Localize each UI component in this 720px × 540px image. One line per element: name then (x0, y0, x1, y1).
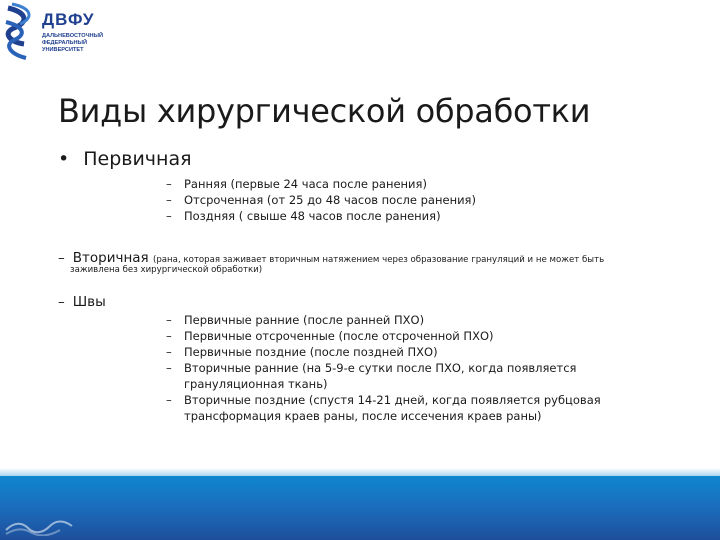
footer-gradient (0, 468, 720, 476)
list-item (166, 328, 614, 344)
sutures-label: Швы (72, 294, 106, 310)
sutures-heading (58, 294, 106, 310)
list-item (166, 312, 614, 328)
primary-label: Первичная (83, 148, 192, 170)
suture-item: Первичные поздние (после поздней ПХО) (184, 345, 438, 359)
secondary-description: (рана, которая заживает вторичным натяжением через образование грануляций и не может быть (152, 255, 605, 265)
list-item (166, 392, 614, 424)
secondary-description-continued: заживлена без хирургической обработки) (70, 265, 263, 275)
primary-subitems (166, 176, 476, 224)
primary-heading (58, 148, 192, 170)
list-item (166, 192, 476, 208)
footer-bar (0, 476, 720, 540)
primary-item: Поздняя ( свыше 48 часов после ранения) (184, 209, 441, 223)
list-item (166, 176, 476, 192)
waves-icon (4, 514, 74, 536)
suture-item: Первичные ранние (после ранней ПХО) (184, 313, 425, 327)
suture-item: Вторичные поздние (спустя 14-21 дней, когда появляется рубцовая трансформация краев раны, после иссечения краев раны) (184, 393, 601, 423)
dash-marker: – (166, 345, 172, 359)
logo-subtitle: ДАЛЬНЕВОСТОЧНЫЙ ФЕДЕРАЛЬНЫЙ УНИВЕРСИТЕТ (42, 33, 104, 53)
dash-marker: – (58, 294, 65, 310)
suture-item: Первичные отсроченные (после отсроченной ПХО) (184, 329, 494, 343)
dash-marker: – (166, 177, 172, 191)
dash-marker: – (58, 250, 65, 266)
dash-marker: – (166, 313, 172, 327)
slide-title: Виды хирургической обработки (58, 92, 591, 130)
bullet-marker: • (58, 148, 70, 170)
dash-marker: – (166, 329, 172, 343)
dash-marker: – (166, 361, 172, 375)
list-item (166, 208, 476, 224)
university-logo (4, 2, 104, 68)
primary-item: Ранняя (первые 24 часа после ранения) (184, 177, 427, 191)
secondary-label: Вторичная (72, 250, 149, 266)
list-item (166, 360, 614, 392)
list-item (166, 344, 614, 360)
dash-marker: – (166, 193, 172, 207)
logo-name: ДВФУ (42, 10, 95, 29)
suture-item: Вторичные ранние (на 5-9-е сутки после ПХО, когда появляется грануляционная ткань) (184, 361, 577, 391)
dvfu-logo-icon (4, 2, 38, 64)
secondary-heading (58, 250, 604, 266)
dash-marker: – (166, 209, 172, 223)
dash-marker: – (166, 393, 172, 407)
primary-item: Отсроченная (от 25 до 48 часов после ранения) (184, 193, 476, 207)
sutures-subitems (166, 312, 614, 424)
